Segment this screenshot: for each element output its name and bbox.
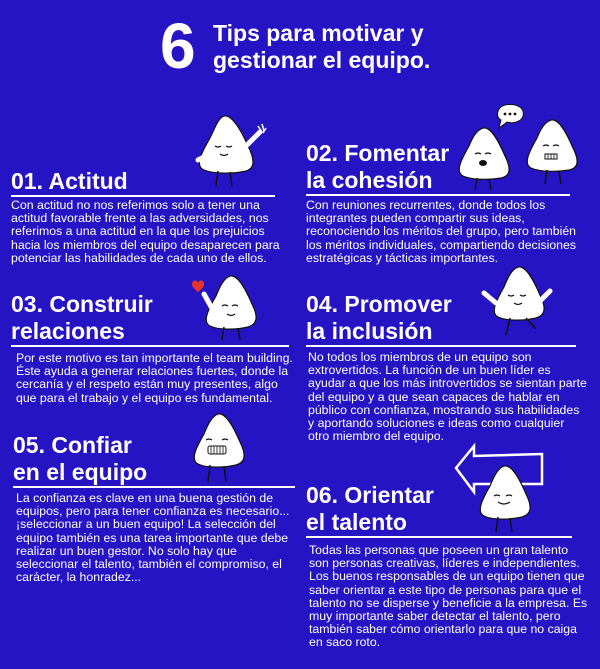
tip-2-heading: 02. Fomentar <box>306 140 450 166</box>
page-title <box>213 20 473 74</box>
tip-4-heading-line2: la inclusión <box>306 318 433 344</box>
tip-5-heading: 05. Confiar <box>13 432 132 458</box>
tip-6-heading: 06. Orientar <box>306 482 434 508</box>
tip-5-title <box>13 432 295 488</box>
tip-6-heading-line2: el talento <box>306 509 407 535</box>
tip-3-heading-line2: relaciones <box>11 318 125 344</box>
tip-4-heading: 04. Promover <box>306 291 452 317</box>
tip-4-title <box>306 291 576 347</box>
tip-1-heading: 01. Actitud <box>11 168 128 194</box>
tip-3-heading: 03. Construir <box>11 291 153 317</box>
tip-3-body: Por este motivo es tan importante el team building. Éste ayuda a generar relaciones fuertes, donde la cercanía y el respeto están muy presentes, algo que para el trabajo y el equipo es fundamental. <box>16 351 293 405</box>
tip-6-title <box>306 482 572 538</box>
tip-2-body: Con reuniones recurrentes, donde todos los integrantes pueden compartir sus ideas, reconociendo los méritos del grupo, pero también los méritos individuales, compartiendo decisiones estratégicas y tácticas importantes. <box>306 198 577 265</box>
tip-3-title <box>11 291 289 347</box>
tip-2-heading-line2: la cohesión <box>306 167 433 193</box>
tip-6-body: Todas las personas que poseen un gran talento son personas creativas, líderes e independientes. Los buenos responsables de un equipo tienen que saber orientar a este tipo de personas para que el talento no se disperse y beneficie a la empresa. Es muy importante saber detectar el talento, pero también saber cómo orientarlo para que no caiga en saco roto. <box>309 543 588 650</box>
tip-5-body: La confianza es clave en una buena gestión de equipos, pero para tener confianza es necesario... ¡seleccionar a un buen equipo! La selección del equipo también es una tarea importante que debe realizar un buen gestor. No solo hay que seleccionar el talento, también el compromiso, el carácter, la honradez... <box>16 491 290 585</box>
tip-4-body: No todos los miembros de un equipo son extrovertidos. La función de un buen líder es ayudar a que los más introvertidos se sientan parte del equipo y a que sean capaces de hablar en público con confianza, mostrando sus habilidades y aportando soluciones e ideas como cualquier otro miembro del equipo. <box>308 350 587 444</box>
title-line-1: Tips para motivar y <box>213 20 424 46</box>
tip-1-body: Con actitud no nos referimos solo a tener una actitud favorable frente a las adversidades, nos referimos a una actitud en la que los prejuicios hacia los miembros del equipo desaparecen para potenciar las habilidades de cada uno de ellos. <box>11 198 280 265</box>
tip-1-title <box>11 168 275 197</box>
tip-5-heading-line2: en el equipo <box>13 459 148 485</box>
title-line-2: gestionar el equipo. <box>213 47 431 73</box>
tip-2-title <box>306 140 570 196</box>
header-number: 6 <box>160 10 196 82</box>
